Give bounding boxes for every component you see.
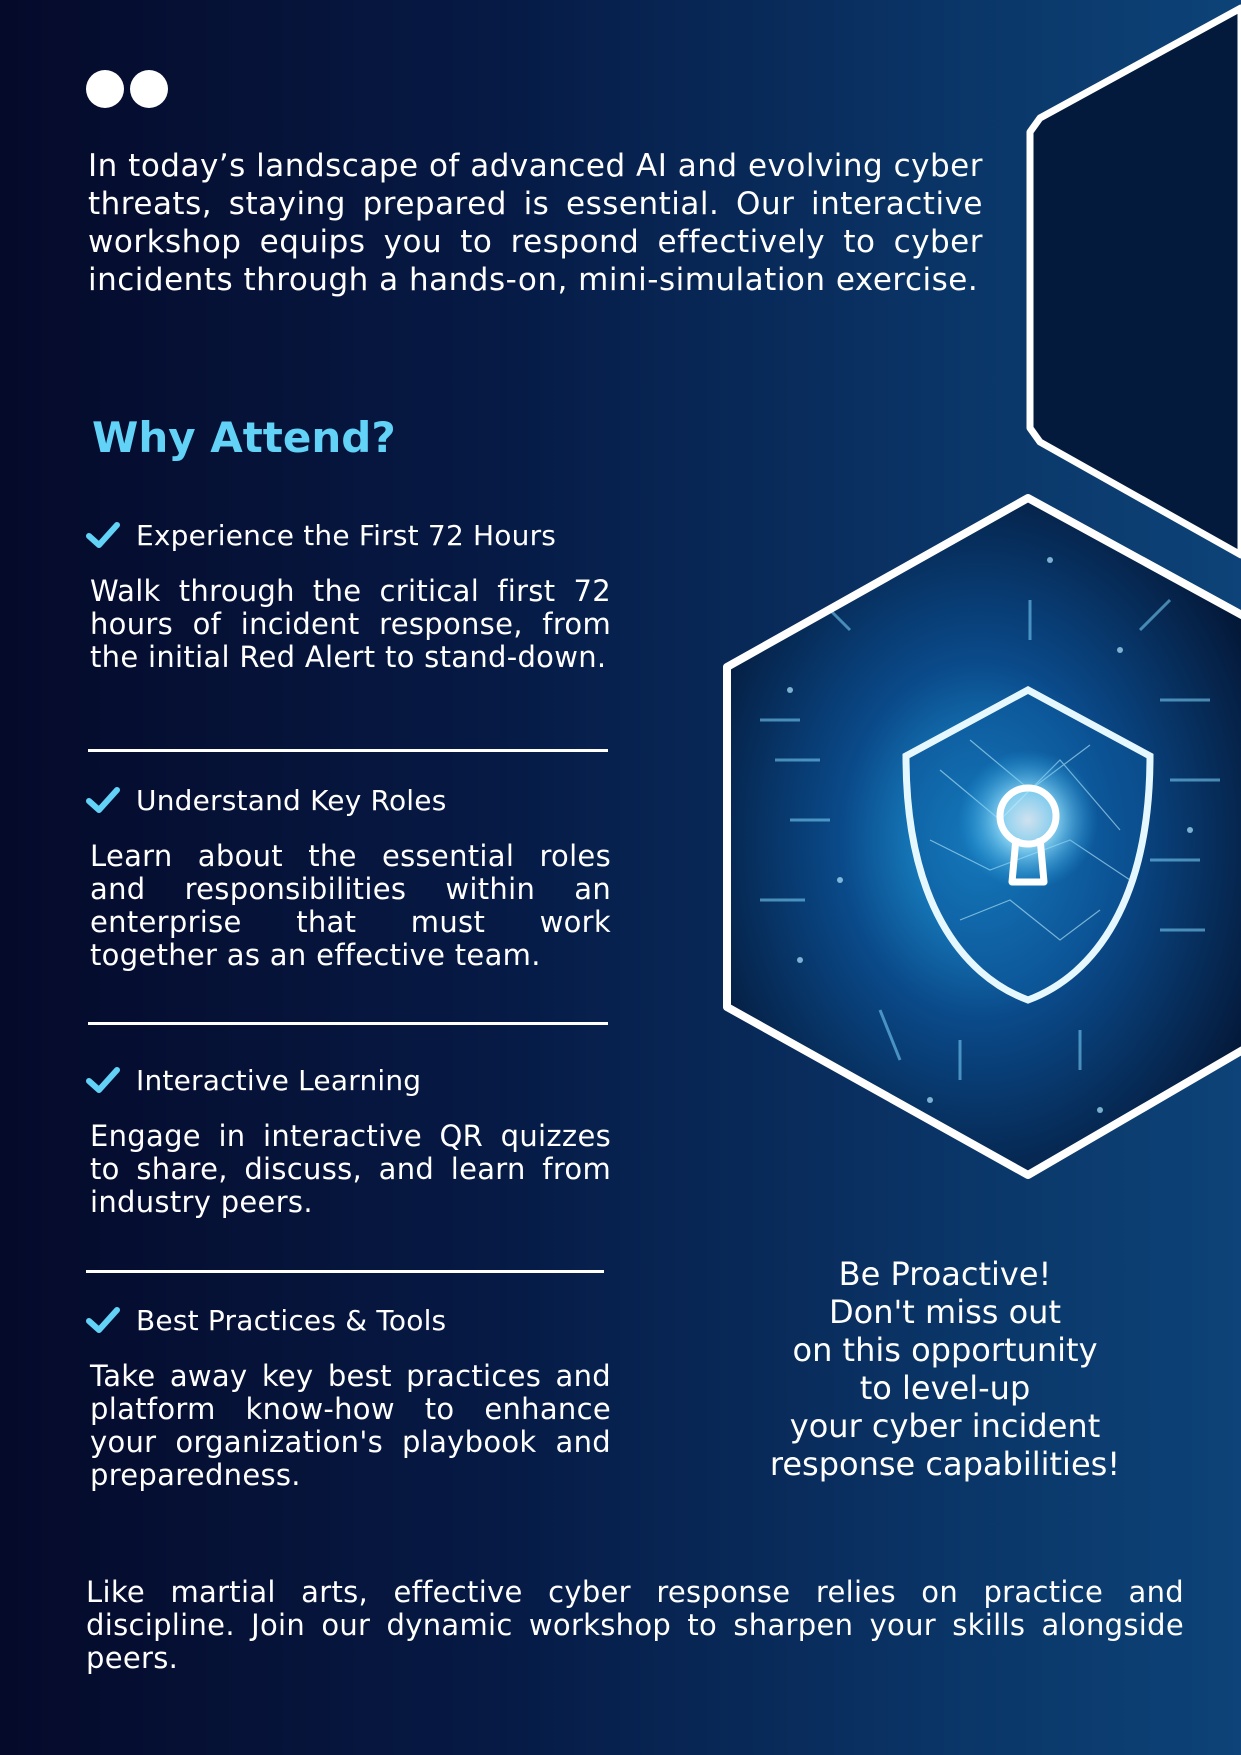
cta-line: Be Proactive! [838, 1255, 1052, 1293]
cta-line: response capabilities! [769, 1445, 1121, 1483]
section-title: Why Attend? [92, 413, 396, 462]
divider [88, 1022, 608, 1025]
benefit-heading: Best Practices & Tools [136, 1303, 447, 1337]
benefit-header [86, 780, 611, 820]
cta-line: to level-up [859, 1369, 1031, 1407]
quote-dots [86, 70, 168, 108]
check-icon [86, 1306, 120, 1334]
shield-image [700, 480, 1241, 1200]
benefit-heading: Experience the First 72 Hours [136, 518, 557, 552]
benefit-description: Take away key best practices and platform know-how to enhance your organization's playbook and preparedness. [90, 1359, 611, 1492]
benefit-header [86, 1060, 611, 1100]
benefit-header [86, 1300, 611, 1340]
benefit-description: Walk through the critical first 72 hours of incident response, from the initial Red Alert to stand-down. [90, 574, 611, 674]
benefit-heading: Interactive Learning [136, 1063, 422, 1097]
check-icon [86, 521, 120, 549]
benefit-description: Learn about the essential roles and responsibilities within an enterprise that must work together as an effective team. [90, 839, 611, 972]
cta-line: on this opportunity [792, 1331, 1098, 1369]
benefit-item [86, 1060, 611, 1219]
closing-paragraph: Like martial arts, effective cyber response relies on practice and discipline. Join our dynamic workshop to sharpen your skills alongside peers. [86, 1575, 1184, 1675]
benefit-description: Engage in interactive QR quizzes to share, discuss, and learn from industry peers. [90, 1119, 611, 1219]
dot [130, 70, 168, 108]
check-icon [86, 1066, 120, 1094]
intro-paragraph: In today’s landscape of advanced AI and evolving cyber threats, staying prepared is essential. Our interactive workshop equips you to respond effectively to cyber incidents through a hands-on, mini-simulation exercise. [88, 148, 983, 298]
divider [88, 749, 608, 752]
call-to-action [735, 1255, 1155, 1483]
top-hexagon [1030, 8, 1241, 555]
benefit-item [86, 1300, 611, 1492]
check-icon [86, 786, 120, 814]
cta-line: Don't miss out [829, 1293, 1061, 1331]
benefit-header [86, 515, 611, 555]
dot [86, 70, 124, 108]
benefit-item [86, 515, 611, 674]
cta-line: your cyber incident [789, 1407, 1101, 1445]
benefit-item [86, 780, 611, 972]
benefit-heading: Understand Key Roles [136, 783, 447, 817]
divider [86, 1270, 604, 1273]
